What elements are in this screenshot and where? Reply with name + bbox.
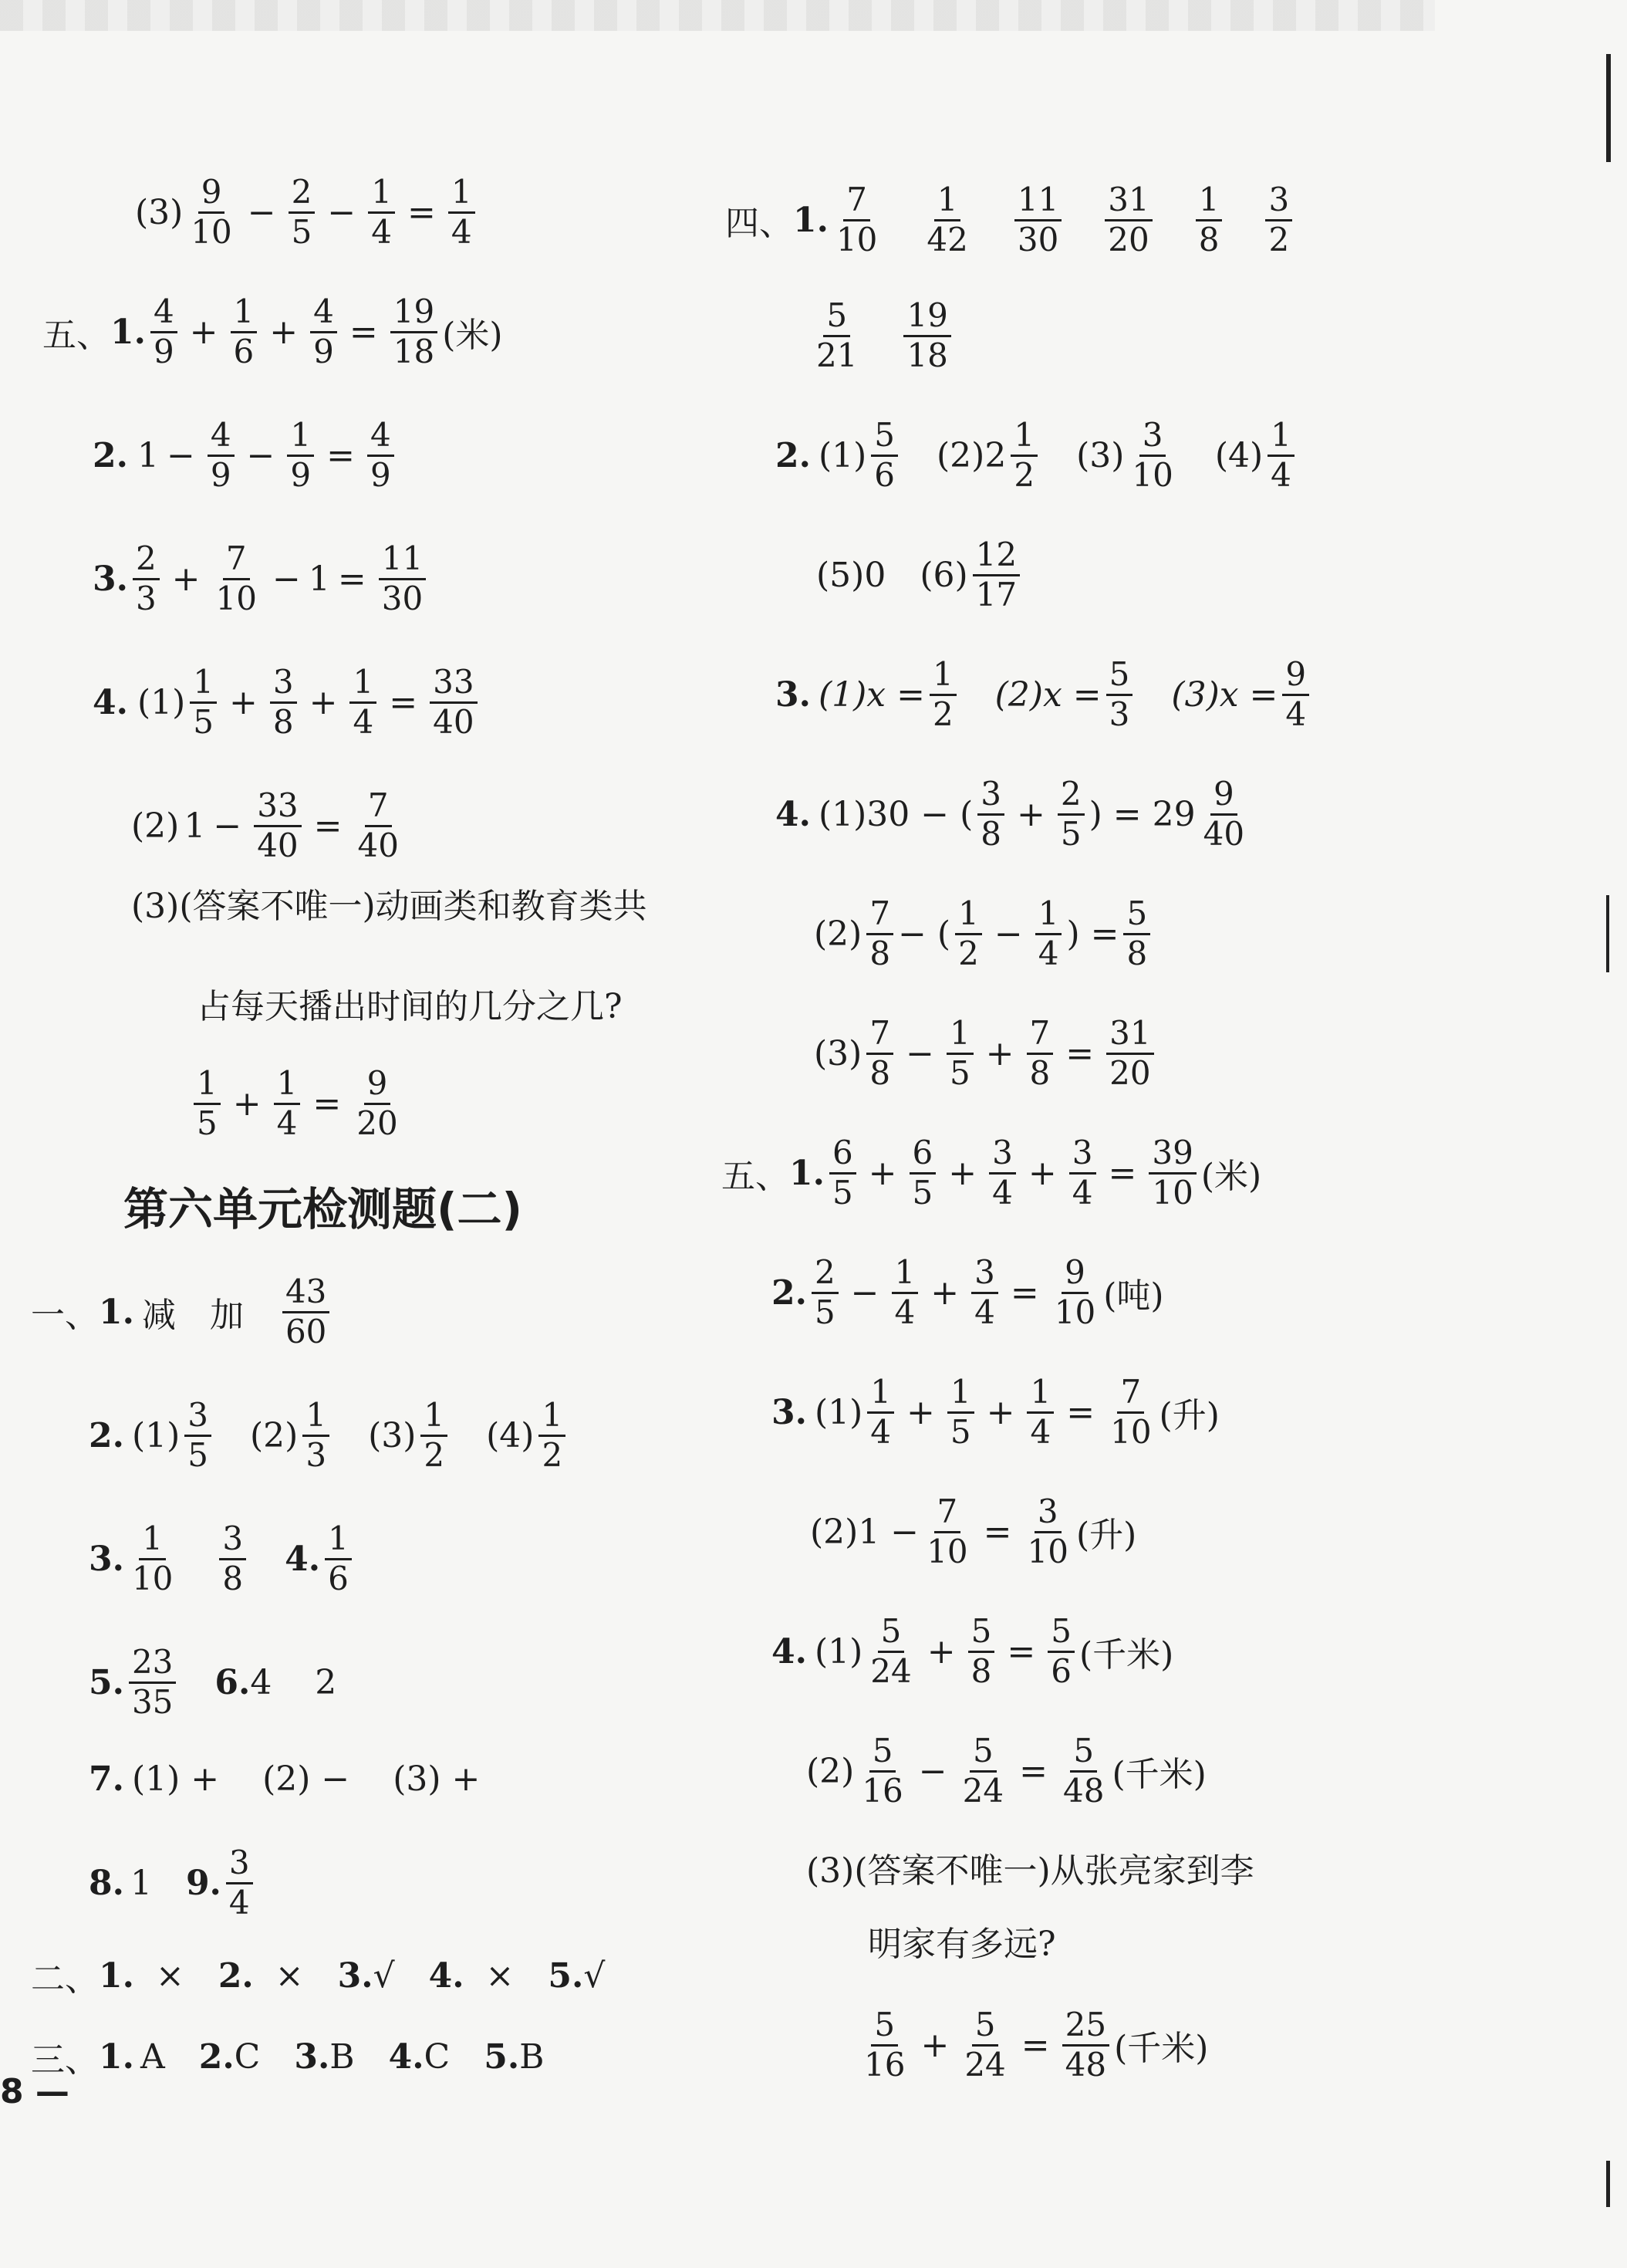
fraction: 1 8 [1196,181,1223,259]
fraction: 3 2 [1265,181,1292,259]
right-edge-mark-3 [1606,2161,1610,2207]
fraction: $\frac{3}{10}$ [1027,1492,1068,1570]
answer-line: 四、 1. 7 10 1 42 11 30 31 20 1 8 3 2 [725,166,1297,274]
fraction: 5 6 [871,417,898,494]
fraction: 7 8 [866,895,893,972]
answer-line: 2. (1) 3 5 (2) 1 3 (3) 1 2 (4) 1 2 [89,1381,570,1489]
answer-line: (3) 9 10 − $\frac{2}{5}$ − $\frac{1}{4}$ = $\frac{1}{4}$ [135,158,480,266]
fraction: $\frac{3}{4}$ [1069,1134,1096,1212]
fraction: 3 8 [977,776,1004,853]
answer-line: 五、 1. 6 5 + $\frac{6}{5}$ + $\frac{3}{4}$ + $\frac{3}{4}$ = $\frac{39}{10}$ (米) [721,1134,1262,1212]
fraction: $\frac{4}{9}$ [208,417,235,494]
answer-text: (3)(答案不唯一)动画类和教育类共 [131,887,647,926]
fraction: 19 18 [903,297,950,374]
answer-line: 2. 1 − $\frac{4}{9}$ − $\frac{1}{9}$ = $\frac{4}{9}$ [93,401,399,509]
fraction: 7 8 [866,1015,893,1092]
fraction: $\frac{19}{18}$ [390,293,437,370]
answer-line: (2) 5 16 − $\frac{5}{24}$ = $\frac{5}{48}$ (千米) [806,1732,1207,1810]
fraction: 1 2 [538,1397,565,1474]
item-number: 4. [93,682,128,722]
fraction: 5 24 [870,1612,912,1690]
fraction: 23 35 [129,1644,176,1721]
answer-line: 4. (1) 5 24 + $\frac{5}{8}$ = $\frac{5}{6}$ (千米) [771,1612,1174,1690]
fraction: $\frac{7}{40}$ [357,786,399,864]
answer-line: (2) 7 8 − ( 1 2 − $\frac{1}{4}$ ) = $\frac{5}{8}$ [814,880,1155,988]
fraction: $\frac{5}{24}$ [962,1732,1004,1810]
fraction: 1 6 [325,1520,352,1597]
answer-line: 4. (1) 1 5 + $\frac{3}{8}$ + $\frac{1}{4}$ = $\frac{33}{40}$ [93,648,482,756]
fraction: $\frac{6}{5}$ [910,1134,937,1212]
fraction: $\frac{5}{8}$ [1123,895,1150,972]
fraction: $\frac{1}{6}$ [231,293,258,370]
fraction: 31 20 [1105,181,1152,259]
answer-line: 一、 1. 减 加 43 60 [31,1258,334,1366]
fraction: 1 10 [131,1519,174,1597]
fraction: $\frac{33}{40}$ [254,787,301,864]
answer-line: 8. 1 9. 3 4 [89,1829,258,1937]
fraction: 1 5 [190,664,217,741]
fraction: 9 40 [1203,775,1245,853]
fraction: $\frac{1}{4}$ [274,1065,301,1142]
fraction: $\frac{31}{20}$ [1106,1015,1153,1092]
answer-line: 3. (1) 1 4 + $\frac{1}{5}$ + $\frac{1}{4}$ = $\frac{7}{10}$ (升) [771,1373,1220,1451]
fraction: 1 4 [867,1374,894,1451]
fraction: 11 30 [1014,181,1062,259]
fraction: 1 4 [1268,417,1295,494]
fraction: $\frac{7}{8}$ [1027,1015,1054,1092]
fraction: $\frac{4}{9}$ [367,417,394,494]
fraction: $\frac{11}{30}$ [379,540,426,617]
fraction: $\frac{5}{6}$ [1048,1613,1075,1690]
fraction: $\frac{5}{24}$ [964,2006,1006,2084]
answer-line: (2)1 − $\frac{7}{10}$ = $\frac{3}{10}$ (升) [810,1492,1137,1570]
section-title: 第六单元检测题(二) [123,1183,523,1235]
fraction: 9 10 [191,173,232,251]
fraction: 4 9 [150,293,177,370]
fraction: $\frac{2}{5}$ [1058,776,1085,853]
right-edge-mark [1606,54,1611,162]
fraction: $\frac{33}{40}$ [430,664,477,741]
fraction: 43 60 [282,1273,329,1350]
fraction: 3 4 [226,1844,253,1922]
answer-text: 明家有多远? [868,1925,1056,1964]
answer-line: 4. (1)30 − ( 3 8 + $\frac{2}{5}$ ) = 29 9 40 [775,760,1252,868]
fraction: 1 3 [302,1397,329,1474]
fraction: $\frac{7}{10}$ [215,539,257,617]
answer-line: 3. 2 3 + $\frac{7}{10}$ − 1 = $\frac{11}{30}$ [93,525,430,633]
fraction: 3 8 [219,1520,246,1597]
item-number: 1. [110,312,146,352]
page-number: 8 — [0,2072,69,2111]
answer-line: 二、 1. × 2. × 3. √ 4. × 5. √ [31,1955,606,1999]
fraction: $\frac{1}{9}$ [287,417,314,494]
fraction: $\frac{1}{4}$ [448,174,475,251]
fraction: $\frac{2}{5}$ [289,174,316,251]
fraction: 1 5 [194,1065,221,1142]
answer-line: 五、 1. 4 9 + $\frac{1}{6}$ + $\frac{4}{9}$ = $\frac{19}{18}$ (米) [42,292,503,370]
fraction: 5 16 [864,2006,906,2084]
fraction: $\frac{9}{20}$ [356,1064,398,1142]
fraction: $\frac{7}{10}$ [927,1492,968,1570]
answer-line: 5. 23 35 6. 4 2 [89,1643,337,1721]
fraction: $\frac{1}{4}$ [892,1254,919,1331]
answer-line: 2. (1) 5 6 (2)2 1 2 (3) 3 10 (4) 1 4 [775,401,1299,509]
fraction: $\frac{1}{4}$ [1035,895,1062,972]
fraction: $\frac{3}{8}$ [270,664,297,741]
fraction: $\frac{39}{10}$ [1149,1134,1196,1212]
fraction: 7 10 [835,181,878,259]
fraction: $\frac{25}{48}$ [1062,2006,1109,2084]
fraction: $\frac{5}{3}$ [1106,656,1133,733]
item-number: 3. [93,559,128,599]
answer-line: 1 5 + $\frac{1}{4}$ = $\frac{9}{20}$ [189,1049,406,1158]
fraction: 1 2 [1011,417,1038,494]
fraction: 5 21 [816,296,858,374]
section-label: 五、 [42,316,110,355]
answer-text: (3)(答案不唯一)从张亮家到李 [806,1851,1254,1891]
fraction: 6 5 [829,1134,856,1212]
unit: (米) [442,316,503,355]
fraction: 12 17 [973,536,1020,613]
answer-line: 5 16 + $\frac{5}{24}$ = $\frac{25}{48}$ (千米) [856,1991,1208,2099]
fraction: 5 16 [862,1732,903,1810]
answer-line: (5)0 (6) 12 17 [816,521,1024,629]
fraction: $\frac{3}{4}$ [989,1134,1016,1212]
answer-line: 7. (1) + (2) − (3) + [89,1759,481,1799]
fraction: $\frac{7}{10}$ [1110,1373,1152,1451]
fraction: 1 2 [955,895,982,972]
fraction: $\frac{1}{5}$ [947,1015,974,1092]
answer-line: 2. 2 5 − $\frac{1}{4}$ + $\frac{3}{4}$ = $\frac{9}{10}$ (吨) [771,1253,1164,1331]
fraction: 1 42 [927,181,968,259]
item-number: 2. [93,435,128,475]
fraction: $\frac{9}{4}$ [1282,656,1309,733]
answer-line [808,282,956,390]
answer-text: 占每天播出时间的几分之几? [197,987,623,1026]
answer-line: (2) 1 − $\frac{33}{40}$ = $\frac{7}{40}$ [131,772,407,880]
fraction: $\frac{1}{4}$ [349,664,376,741]
scan-top-strip [0,0,1435,31]
fraction: $\frac{1}{2}$ [930,656,957,733]
answer-line: 3. (1)x = $\frac{1}{2}$ (2)x = $\frac{5}{3}$ (3)x = $\frac{9}{4}$ [775,641,1314,749]
answer-line: 3. 1 10 3 8 4. 1 6 [89,1505,356,1613]
fraction: $\frac{5}{8}$ [968,1613,995,1690]
fraction: 1 2 [420,1397,447,1474]
fraction: $\frac{4}{9}$ [310,293,337,370]
fraction: $\frac{1}{4}$ [1027,1374,1054,1451]
answer-line: 三、 1. A 2. C 3. B 4. C 5. B [31,2036,545,2080]
label: (3) [135,192,184,232]
fraction: $\frac{5}{48}$ [1062,1732,1105,1810]
fraction: $\frac{1}{5}$ [947,1374,974,1451]
fraction: $\frac{9}{10}$ [1054,1253,1096,1331]
fraction: 2 3 [133,540,160,617]
fraction: 3 5 [184,1397,211,1474]
fraction: 2 5 [812,1254,839,1331]
right-edge-mark-2 [1606,895,1609,972]
answer-line: (3) 7 8 − $\frac{1}{5}$ + $\frac{7}{8}$ = $\frac{31}{20}$ [814,999,1159,1107]
fraction: 3 10 [1132,416,1173,494]
fraction: $\frac{3}{4}$ [971,1254,998,1331]
fraction: $\frac{1}{4}$ [368,174,395,251]
